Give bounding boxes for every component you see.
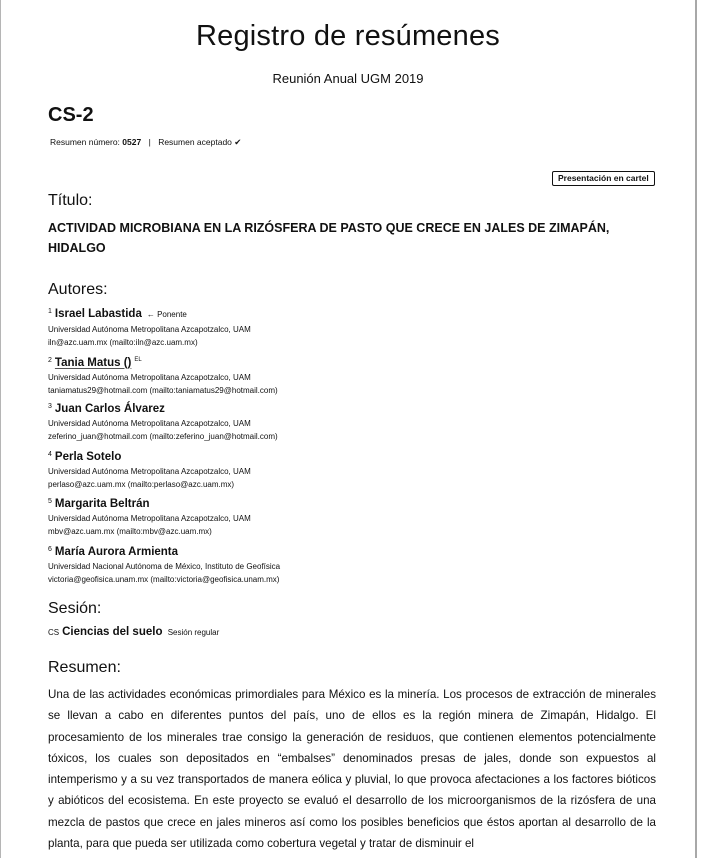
abstract-heading: Resumen: (48, 659, 121, 676)
author-email-link[interactable]: iln@azc.uam.mx (mailto:iln@azc.uam.mx) (48, 338, 198, 347)
author-item (48, 447, 668, 495)
author-item (48, 399, 668, 447)
author-index: 1 (48, 308, 52, 315)
author-index: 4 (48, 450, 52, 458)
session-code: CS (48, 628, 60, 637)
presenter-marker: ← Ponente (146, 310, 187, 319)
number-value: 0527 (122, 137, 142, 147)
page-subtitle: Reunión Anual UGM 2019 (272, 71, 424, 86)
author-flag: EL (134, 356, 142, 363)
author-item (48, 304, 668, 352)
author-index: 2 (48, 356, 52, 364)
author-name: Perla Sotelo (54, 450, 122, 463)
abstract-body: Una de las actividades económicas primordiales para México es la minería. Los procesos de extracción de minerales se llevan a cabo en diferentes puntos del país, uno de ellos es la región minera de Zimapán, Hidalgo. El procesamiento de los minerales trae consigo la generación de residuos, que contienen elementos potencialmente tóxicos, los cuales son depositados en “embalses” denominados presas de jales, donde son expuestos al intemperismo y a su vez transportados de manera eólica y pluvial, lo que provoca afectaciones a los factores bióticos y abióticos del ecosistema. En este proyecto se evaluó el desarrollo de los microorganismos de la rizósfera de una mezcla de pastos que crece en jales mineros así como los posibles beneficios que éstos aportan al desarrollo de la planta, para que pueda ser utilizada como cobertura vegetal y tratar de disminuir el (48, 688, 656, 851)
author-email-link[interactable]: perlaso@azc.uam.mx (mailto:perlaso@azc.uam.mx) (48, 479, 235, 489)
author-index: 5 (48, 498, 52, 505)
number-label: Resumen número: (50, 137, 120, 147)
author-email-link[interactable]: zeferino_juan@hotmail.com (mailto:zeferino_juan@hotmail.com) (48, 432, 278, 441)
author-name: Margarita Beltrán (54, 498, 150, 510)
presentation-type-badge: Presentación en cartel (552, 171, 655, 186)
author-affiliation: Universidad Autónoma Metropolitana Azcapotzalco, UAM (48, 372, 251, 382)
author-name: Israel Labastida (54, 308, 142, 320)
paper-title: ACTIVIDAD MICROBIANA EN LA RIZÓSFERA DE PASTO QUE CRECE EN JALES DE ZIMAPÁN, HIDALGO (48, 221, 610, 255)
authors-heading: Autores: (48, 281, 108, 298)
abstract-code: CS-2 (48, 104, 94, 126)
checkmark-icon: ✔ (234, 137, 242, 147)
authors-list (48, 304, 668, 589)
author-affiliation: Universidad Nacional Autónoma de México, Instituto de Geofísica (48, 561, 281, 571)
meta-separator: | (148, 137, 151, 147)
author-name: María Aurora Armienta (54, 545, 179, 558)
status-label: Resumen aceptado (158, 137, 232, 147)
page-title: Registro de resúmenes (195, 20, 500, 52)
author-index: 3 (48, 403, 52, 410)
title-heading: Título: (48, 192, 93, 209)
author-affiliation: Universidad Autónoma Metropolitana Azcapotzalco, UAM (48, 325, 251, 334)
author-affiliation: Universidad Autónoma Metropolitana Azcapotzalco, UAM (48, 514, 251, 523)
author-email-link[interactable]: mbv@azc.uam.mx (mailto:mbv@azc.uam.mx) (48, 527, 212, 536)
session-heading: Sesión: (48, 600, 102, 617)
session-type: Sesión regular (167, 628, 220, 637)
author-index: 6 (48, 545, 52, 553)
author-affiliation: Universidad Autónoma Metropolitana Azcapotzalco, UAM (48, 466, 251, 476)
author-name: Juan Carlos Álvarez (54, 403, 165, 415)
author-email-link[interactable]: victoria@geofisica.unam.mx (mailto:victoria@geofisica.unam.mx) (48, 574, 280, 584)
abstract-meta (50, 137, 241, 148)
author-name: Tania Matus () (54, 356, 132, 369)
session-name: Ciencias del suelo (62, 626, 163, 638)
author-item (48, 494, 668, 542)
author-affiliation: Universidad Autónoma Metropolitana Azcapotzalco, UAM (48, 419, 251, 428)
author-item (48, 352, 668, 400)
session-info (48, 626, 219, 638)
author-item (48, 542, 668, 590)
author-email-link[interactable]: taniamatus29@hotmail.com (mailto:taniamatus29@hotmail.com) (48, 385, 278, 395)
